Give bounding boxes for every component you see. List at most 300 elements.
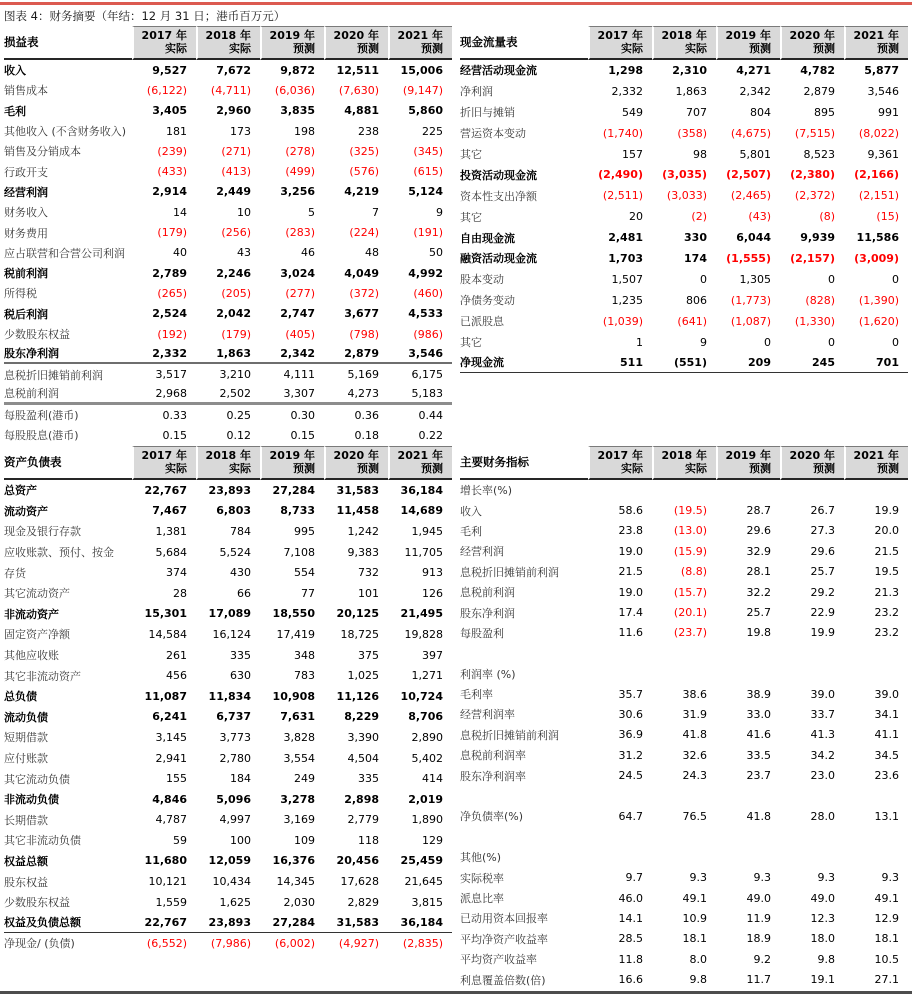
cell-value: 2,829 [347,895,379,909]
top-accent-rule [0,2,912,5]
key-ratios-table [460,446,908,990]
cell-value: (460) [413,286,443,300]
cell-value: 19.0 [618,544,643,558]
row-label: 利息覆盖倍数(倍) [460,973,546,987]
cell-value: 630 [230,669,251,683]
row-label: 净债务变动 [460,294,515,308]
cell-value: (1,555) [726,251,771,265]
cell-value: (179) [221,327,251,341]
column-type: 预测 [813,42,835,55]
column-type: 预测 [421,42,443,55]
cell-value: 2,332 [132,344,196,364]
cell-value: (2,490) [598,168,643,182]
cell-value: 31.9 [682,707,707,721]
table-row [4,501,452,522]
cell-value: 1,863 [675,84,707,98]
cell-value: 129 [422,833,443,847]
row-label: 其他应收账 [4,649,59,663]
table-row [4,161,452,181]
cell-value: (8.8) [680,565,707,579]
row-label: 经营利润 [4,185,48,199]
cell-value: 48 [365,246,379,260]
row-label: 其它 [460,210,482,224]
column-header [716,446,780,480]
cell-value: 23,893 [196,912,260,933]
cell-value: 6,044 [736,231,771,245]
cell-value: 549 [622,105,643,119]
cell-value: 732 [358,566,379,580]
column-type: 预测 [813,462,835,475]
cell-value: (283) [285,226,315,240]
table-row [460,290,908,311]
cell-value: 17,419 [276,627,315,641]
row-label: 权益总额 [4,854,48,868]
cell-value [652,643,716,663]
table-title: 损益表 [4,26,132,60]
cell-value: 1,235 [611,293,643,307]
cell-value: 0 [892,272,899,286]
cell-value: 31.2 [618,748,643,762]
cell-value: 11,586 [856,231,899,245]
cell-value: 6,803 [216,504,251,518]
row-label: 经营利润 [460,545,504,559]
cell-value: 0.22 [418,428,443,442]
table-row [460,480,908,500]
cell-value: 9,872 [280,63,315,77]
column-type: 预测 [749,42,771,55]
column-year: 2019 年 [725,29,771,42]
cell-value: (4,711) [210,83,251,97]
row-label: 行政开支 [4,165,48,179]
cell-value: 2,502 [196,385,260,405]
cell-value [588,480,652,500]
cell-value: 23.7 [746,769,771,783]
cell-value: 101 [358,586,379,600]
column-year: 2019 年 [269,29,315,42]
column-type: 实际 [685,462,707,475]
cell-value: 701 [844,352,908,373]
cell-value: 20,125 [336,607,379,621]
cell-value: 36,184 [388,912,452,933]
table-row [4,480,452,501]
cell-value: (3,035) [662,168,707,182]
cell-value: 22,767 [132,912,196,933]
cell-value: (179) [157,226,187,240]
cell-value: 2,449 [216,185,251,199]
row-label: 应收账款、预付、按金 [4,546,114,560]
table-row [4,686,452,707]
cell-value: 41.8 [682,728,707,742]
row-label: 税后利润 [4,307,48,321]
section-label: 其他(%) [460,851,502,865]
cell-value [780,827,844,847]
column-year: 2019 年 [269,449,315,462]
row-label [460,786,588,806]
cell-value: 2,898 [344,792,379,806]
cell-value: (192) [157,327,187,341]
table-row [4,425,452,445]
cell-value: 76.5 [682,809,707,823]
cell-value: 32.9 [746,544,771,558]
cell-value: (986) [413,327,443,341]
row-label: 现金及银行存款 [4,525,81,539]
table-row [4,830,452,851]
cell-value: 7,467 [152,504,187,518]
cell-value: 1,625 [219,895,251,909]
cell-value: 12,059 [208,854,251,868]
cell-value: 5,801 [739,147,771,161]
column-year: 2021 年 [397,29,443,42]
table-row [4,912,452,933]
column-header [260,26,324,60]
section-label: 利润率 (%) [460,667,516,681]
cell-value: 1,271 [411,669,443,683]
cell-value: 2,019 [408,792,443,806]
column-type: 预测 [877,42,899,55]
cell-value: 100 [230,833,251,847]
cell-value: 12.9 [874,911,899,925]
cell-value: 58.6 [618,504,643,518]
cell-value: 2,042 [216,307,251,321]
cell-value: (278) [285,144,315,158]
header-row [460,446,908,480]
cell-value: (2,511) [602,189,643,203]
column-type: 预测 [293,462,315,475]
cell-value: 554 [294,566,315,580]
cell-value: 15,006 [400,63,443,77]
table-row [4,243,452,263]
column-year: 2021 年 [853,29,899,42]
cell-value [780,664,844,684]
cell-value [716,827,780,847]
cell-value: 49.1 [682,891,707,905]
column-type: 实际 [685,42,707,55]
row-label: 息税折旧摊销前利润 [4,368,103,382]
cell-value: 21.5 [874,544,899,558]
row-label: 毛利 [460,524,482,538]
cell-value: 5,402 [411,751,443,765]
row-label: 股东净利润率 [460,769,526,783]
row-label: 流动负债 [4,710,48,724]
row-label: 应付账款 [4,752,48,766]
cell-value: 4,881 [344,104,379,118]
table-row [460,806,908,826]
table-row [4,562,452,583]
table-row [4,304,452,324]
table-row [4,324,452,344]
cell-value: 1,703 [608,251,643,265]
cell-value: 18.1 [874,932,899,946]
table-row [4,385,452,405]
cell-value: 11,087 [144,689,187,703]
column-type: 预测 [877,462,899,475]
cell-value: 913 [422,566,443,580]
cell-value: 9 [436,205,443,219]
cell-value: 23.6 [874,769,899,783]
cell-value: 77 [301,586,315,600]
cell-value: (2,380) [790,168,835,182]
table-row [4,871,452,892]
cell-value [780,643,844,663]
cell-value: (2,465) [730,189,771,203]
cell-value: 1,298 [608,63,643,77]
table-row [460,908,908,928]
cell-value: (8,022) [858,126,899,140]
table-row [4,222,452,242]
row-label: 经营利润率 [460,708,515,722]
cell-value: 41.1 [874,728,899,742]
cell-value: 4,992 [408,266,443,280]
cell-value: 11.7 [746,973,771,987]
row-label: 经营活动现金流 [460,64,537,78]
cell-value: 2,960 [216,104,251,118]
table-title: 主要财务指标 [460,446,588,480]
cell-value: 38.9 [746,687,771,701]
cell-value: 784 [230,524,251,538]
table-title: 资产负债表 [4,446,132,480]
column-year: 2018 年 [661,29,707,42]
cell-value: 0 [828,335,835,349]
cell-value: 17.4 [618,606,643,620]
table-row [4,645,452,666]
row-label: 销售成本 [4,84,48,98]
table-row [4,80,452,100]
cell-value: 4,846 [152,792,187,806]
cell-value: 0.12 [226,428,251,442]
cell-value: 4,219 [344,185,379,199]
cell-value: 19.5 [874,565,899,579]
cell-value: 23.2 [874,606,899,620]
cell-value: (1,039) [602,314,643,328]
cell-value: 31,583 [336,483,379,497]
table-row [460,81,908,102]
header-row [4,26,452,60]
row-label: 权益及负债总额 [4,912,132,933]
cell-value: (23.7) [673,626,707,640]
cell-value: 1,890 [411,813,443,827]
cell-value: 335 [230,648,251,662]
cell-value: 8,229 [344,710,379,724]
table-row [460,144,908,165]
cell-value: 18.0 [810,932,835,946]
table-row [4,202,452,222]
cell-value: 66 [237,586,251,600]
cell-value: 4,049 [344,266,379,280]
row-label: 净现金/ (负债) [4,937,75,951]
table-row [460,248,908,269]
cell-value: 2,941 [155,751,187,765]
table-row [460,227,908,248]
cell-value: 5,096 [216,792,251,806]
cell-value: 181 [166,124,187,138]
cell-value [652,664,716,684]
table-row [4,542,452,563]
cell-value: (4,927) [338,936,379,950]
cell-value: 126 [422,586,443,600]
column-type: 预测 [293,42,315,55]
cell-value: 11,126 [336,689,379,703]
row-label: 其他收入 (不含财务收入) [4,125,127,139]
column-header [780,446,844,480]
cell-value: 23,893 [208,483,251,497]
cell-value: 3,828 [283,730,315,744]
cell-value: 34.2 [810,748,835,762]
cell-value: (2,372) [794,189,835,203]
cell-value: 335 [358,772,379,786]
cell-value: (43) [748,210,771,224]
cell-value: 50 [429,246,443,260]
cell-value: (2,507) [726,168,771,182]
table-row [4,810,452,831]
table-row [4,364,452,384]
column-year: 2020 年 [333,29,379,42]
cell-value: (413) [221,165,251,179]
cell-value: 3,307 [260,385,324,405]
cell-value: 1,242 [347,524,379,538]
cell-value: 10 [237,205,251,219]
row-label: 实际税率 [460,871,504,885]
cell-value: (1,740) [602,126,643,140]
table-row [460,352,908,373]
cell-value: 28.1 [746,565,771,579]
cell-value: 2,342 [739,84,771,98]
cell-value [588,786,652,806]
cell-value: 20.0 [874,524,899,538]
table-row [460,164,908,185]
table-row [4,283,452,303]
table-row [4,789,452,810]
cell-value: (239) [157,144,187,158]
table-row [460,847,908,867]
table-row [4,101,452,121]
cell-value: (2,157) [790,251,835,265]
cell-value: 34.5 [874,748,899,762]
table-row [4,624,452,645]
cell-value: 10.9 [682,911,707,925]
cell-value: (433) [157,165,187,179]
cell-value: (15.7) [673,585,707,599]
cell-value [844,786,908,806]
cell-value: 19.9 [810,626,835,640]
column-year: 2018 年 [205,449,251,462]
cell-value: 28.5 [618,932,643,946]
cell-value: 4,111 [283,368,315,382]
cell-value: 0.18 [354,428,379,442]
column-year: 2020 年 [789,449,835,462]
table-row [460,704,908,724]
row-label: 股本变动 [460,273,504,287]
cell-value: 5 [308,205,315,219]
cell-value: (1,620) [858,314,899,328]
cell-value: 25.7 [746,606,771,620]
row-label: 财务费用 [4,226,48,240]
cell-value: 18,725 [340,627,379,641]
row-label: 少数股东权益 [4,896,70,910]
column-year: 2021 年 [853,449,899,462]
cell-value: 3,145 [155,730,187,744]
cell-value: 34.1 [874,707,899,721]
cell-value [716,847,780,867]
cell-value: 29.2 [810,585,835,599]
cell-value: (358) [677,126,707,140]
cell-value: 23.0 [810,769,835,783]
table-row [460,102,908,123]
cell-value: 18.9 [746,932,771,946]
column-header [780,26,844,60]
cell-value: (6,036) [274,83,315,97]
cell-value: 2,342 [260,344,324,364]
cell-value: (405) [285,327,315,341]
column-year: 2017 年 [141,29,187,42]
cell-value: 414 [422,772,443,786]
cell-value: 5,860 [408,104,443,118]
cash-flow [460,26,908,373]
cell-value: 157 [622,147,643,161]
cell-value: 8,706 [408,710,443,724]
cell-value: 783 [294,669,315,683]
cell-value: 3,210 [219,368,251,382]
cell-value: 0 [828,272,835,286]
row-label: 流动资产 [4,504,48,518]
cell-value: 21,495 [400,607,443,621]
row-label: 应占联营和合营公司利润 [4,246,125,260]
column-header [588,446,652,480]
cell-value: (9,147) [402,83,443,97]
cell-value: 25,459 [400,854,443,868]
cell-value: 9.3 [753,871,771,885]
cell-value: (1,087) [730,314,771,328]
cell-value: (325) [349,144,379,158]
cell-value: 397 [422,648,443,662]
cell-value [844,480,908,500]
cell-value: 11.9 [746,911,771,925]
cell-value: 36,184 [400,483,443,497]
cell-value: (265) [157,286,187,300]
spacer-row [460,827,908,847]
column-header [844,446,908,480]
spacer-row [460,786,908,806]
cell-value: 20 [629,210,643,224]
column-header [196,446,260,480]
cell-value: 198 [294,124,315,138]
cell-value: 19,828 [404,627,443,641]
cell-value: 225 [422,124,443,138]
cell-value: (641) [677,314,707,328]
table-row [4,521,452,542]
column-header [324,446,388,480]
table-row [4,748,452,769]
column-type: 实际 [165,42,187,55]
cell-value: (271) [221,144,251,158]
cell-value: 3,278 [280,792,315,806]
cell-value: 11,458 [336,504,379,518]
cell-value: (15) [876,210,899,224]
table-row [460,541,908,561]
cell-value: 14.1 [618,911,643,925]
cell-value: 2,030 [283,895,315,909]
cell-value: 9,383 [347,545,379,559]
cell-value: 9,527 [152,63,187,77]
cell-value: (2,151) [858,189,899,203]
cell-value: 12.3 [810,911,835,925]
cell-value: 245 [780,352,844,373]
cell-value: 12,511 [336,63,379,77]
table-row [4,707,452,728]
balance-sheet-table [4,446,452,954]
cell-value: 8,733 [280,504,315,518]
cell-value: 0.36 [354,408,379,422]
cell-value: 2,747 [280,307,315,321]
